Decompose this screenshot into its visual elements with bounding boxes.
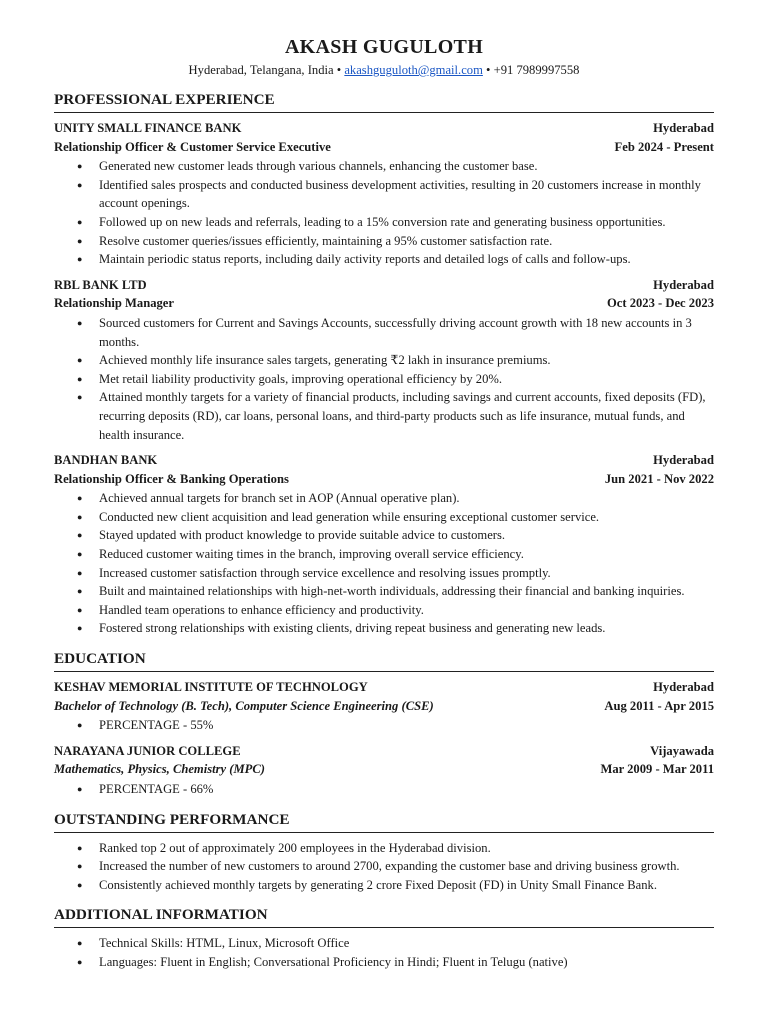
school-name: NARAYANA JUNIOR COLLEGE	[54, 743, 241, 758]
job-entry	[54, 119, 714, 269]
performance-section	[54, 810, 714, 895]
separator-dot: •	[336, 63, 345, 77]
separator-dot: •	[486, 63, 494, 77]
education-bullets	[54, 716, 714, 735]
bullet-item: ● PERCENTAGE - 66%	[99, 780, 714, 799]
bullet-item: ● Increased customer satisfaction through service excellence and resolving issues promptly.	[99, 564, 714, 583]
education-entry	[54, 742, 714, 799]
job-location: Hyderabad	[653, 121, 714, 135]
bullet-item: ● Attained monthly targets for a variety of financial products, including savings and current accounts, fixed deposits (FD), recurring deposits (RD), car loans, personal loans, and third-party products such as life insurance, mutual funds, and health insurance.	[99, 388, 714, 444]
job-bullets	[54, 489, 714, 638]
education-section	[54, 649, 714, 799]
bullet-item: ● Handled team operations to enhance efficiency and productivity.	[99, 601, 714, 620]
contact-location: Hyderabad, Telangana, India	[188, 63, 334, 77]
email-link[interactable]: akashguguloth@gmail.com	[344, 63, 483, 77]
bullet-item: ● Maintain periodic status reports, including daily activity reports and detailed logs of calls and follow-ups.	[99, 250, 714, 269]
bullet-item: ● Consistently achieved monthly targets by generating 2 crore Fixed Deposit (FD) in Unity Small Finance Bank.	[99, 876, 714, 895]
bullet-item: ● Identified sales prospects and conducted business development activities, resulting in 20 customers increase in monthly account openings.	[99, 176, 714, 213]
bullet-item: ● Sourced customers for Current and Savings Accounts, successfully driving account growth with 18 new accounts in 3 months.	[99, 314, 714, 351]
job-title: Relationship Officer & Banking Operations	[54, 471, 289, 486]
job-entry	[54, 276, 714, 444]
degree-name: Bachelor of Technology (B. Tech), Computer Science Engineering (CSE)	[54, 698, 434, 713]
additional-bullets	[54, 934, 714, 971]
job-title: Relationship Officer & Customer Service Executive	[54, 139, 331, 154]
education-dates: Mar 2009 - Mar 2011	[600, 762, 714, 777]
school-location: Vijayawada	[650, 743, 714, 758]
section-title-additional: ADDITIONAL INFORMATION	[54, 905, 714, 928]
job-location: Hyderabad	[653, 453, 714, 468]
contact-line	[54, 61, 714, 79]
bullet-item: ● Increased the number of new customers to around 2700, expanding the customer base and driving business growth.	[99, 857, 714, 876]
job-bullets	[54, 157, 714, 269]
job-dates: Jun 2021 - Nov 2022	[604, 471, 714, 486]
education-entry	[54, 678, 714, 735]
bullet-item: ● Stayed updated with product knowledge to provide suitable advice to customers.	[99, 526, 714, 545]
experience-section	[54, 90, 714, 638]
bullet-item: ● Resolve customer queries/issues efficiently, maintaining a 95% customer satisfaction rate.	[99, 232, 714, 251]
bullet-item: ● Ranked top 2 out of approximately 200 employees in the Hyderabad division.	[99, 839, 714, 858]
bullet-item: ● Achieved annual targets for branch set in AOP (Annual operative plan).	[99, 489, 714, 508]
education-bullets	[54, 780, 714, 799]
job-location: Hyderabad	[653, 277, 714, 292]
job-title: Relationship Manager	[54, 296, 174, 311]
bullet-item: ● Technical Skills: HTML, Linux, Microsoft Office	[99, 934, 714, 953]
job-dates: Feb 2024 - Present	[614, 139, 714, 154]
school-location: Hyderabad	[653, 680, 714, 695]
bullet-item: ● PERCENTAGE - 55%	[99, 716, 714, 735]
bullet-item: ● Fostered strong relationships with existing clients, driving repeat business and generating new leads.	[99, 619, 714, 638]
bullet-item: ● Built and maintained relationships with high-net-worth individuals, addressing their financial and banking inquiries.	[99, 582, 714, 601]
bullet-item: ● Languages: Fluent in English; Conversational Proficiency in Hindi; Fluent in Telugu (native)	[99, 953, 714, 972]
candidate-name: AKASH GUGULOTH	[284, 36, 484, 58]
bullet-item: ● Generated new customer leads through various channels, enhancing the customer base.	[99, 157, 714, 176]
contact-phone: +91 7989997558	[493, 63, 580, 77]
bullet-item: ● Followed up on new leads and referrals, leading to a 15% conversion rate and generating business opportunities.	[99, 213, 714, 232]
job-bullets	[54, 314, 714, 444]
additional-section	[54, 905, 714, 971]
degree-name: Mathematics, Physics, Chemistry (MPC)	[54, 762, 265, 777]
job-entry	[54, 451, 714, 638]
bullet-item: ● Achieved monthly life insurance sales targets, generating ₹2 lakh in insurance premiums.	[99, 351, 714, 370]
employer-name: BANDHAN BANK	[54, 453, 158, 468]
bullet-item: ● Met retail liability productivity goals, improving operational efficiency by 20%.	[99, 370, 714, 389]
employer-name: UNITY SMALL FINANCE BANK	[54, 121, 242, 135]
section-title-experience: PROFESSIONAL EXPERIENCE	[54, 90, 714, 113]
section-title-education: EDUCATION	[54, 649, 714, 672]
section-title-performance: OUTSTANDING PERFORMANCE	[54, 810, 714, 833]
employer-name: RBL BANK LTD	[54, 277, 147, 292]
job-dates: Oct 2023 - Dec 2023	[606, 296, 714, 311]
bullet-item: ● Reduced customer waiting times in the branch, improving overall service efficiency.	[99, 545, 714, 564]
school-name: KESHAV MEMORIAL INSTITUTE OF TECHNOLOGY	[54, 680, 368, 695]
education-dates: Aug 2011 - Apr 2015	[604, 698, 714, 713]
performance-bullets	[54, 839, 714, 895]
bullet-item: ● Conducted new client acquisition and lead generation while ensuring exceptional customer service.	[99, 508, 714, 527]
